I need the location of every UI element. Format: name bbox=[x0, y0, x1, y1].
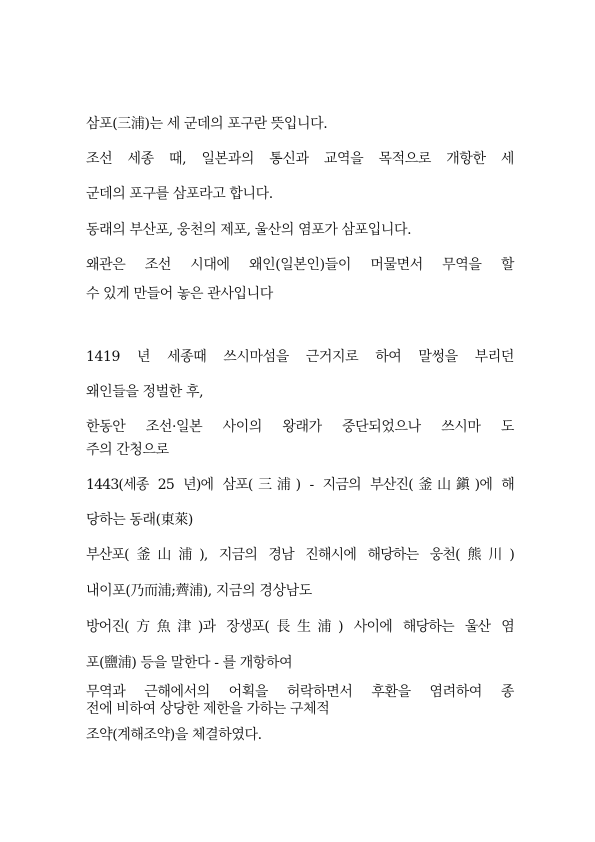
text-line: 내이포(乃而浦;薺浦), 지금의 경상남도 bbox=[86, 583, 312, 599]
text-line: 1419 년 세종때 쓰시마섬을 근거지로 하여 말썽을 부리던 bbox=[86, 349, 514, 365]
text-line: 왜인들을 정벌한 후, bbox=[86, 384, 204, 400]
text-line: 무역과 근해에서의 어획을 허락하면서 후환을 염려하여 종 bbox=[86, 684, 514, 700]
text-line: 왜관은 조선 시대에 왜인(일본인)들이 머물면서 무역을 할 bbox=[86, 257, 514, 273]
text-line: 동래의 부산포, 웅천의 제포, 울산의 염포가 삼포입니다. bbox=[86, 222, 412, 238]
text-line: 주의 간청으로 bbox=[86, 442, 169, 458]
text-line: 1443(세종 25 년)에 삼포(三浦) - 지금의 부산진(釜山鎭)에 해 bbox=[86, 477, 514, 493]
text-line: 조선 세종 때, 일본과의 통신과 교역을 목적으로 개항한 세 bbox=[86, 151, 514, 167]
text-line: 삼포(三浦)는 세 군데의 포구란 뜻입니다. bbox=[86, 116, 328, 132]
text-line: 방어진(方魚津)과 장생포(長生浦) 사이에 해당하는 울산 염 bbox=[86, 619, 514, 635]
text-line: 부산포(釜山浦), 지금의 경남 진해시에 해당하는 웅천(熊川) bbox=[86, 547, 514, 563]
text-line: 수 있게 만들어 놓은 관사입니다 bbox=[86, 286, 273, 302]
text-line: 당하는 동래(東萊) bbox=[86, 512, 193, 528]
text-line: 전에 비하여 상당한 제한을 가하는 구체적 bbox=[86, 701, 330, 717]
text-line: 군데의 포구를 삼포라고 합니다. bbox=[86, 186, 273, 202]
text-line: 한동안 조선·일본 사이의 왕래가 중단되었으나 쓰시마 도 bbox=[86, 419, 514, 435]
text-line: 포(鹽浦) 등을 말한다 - 를 개항하여 bbox=[86, 655, 293, 671]
text-line: 조약(계해조약)을 체결하였다. bbox=[86, 727, 262, 743]
